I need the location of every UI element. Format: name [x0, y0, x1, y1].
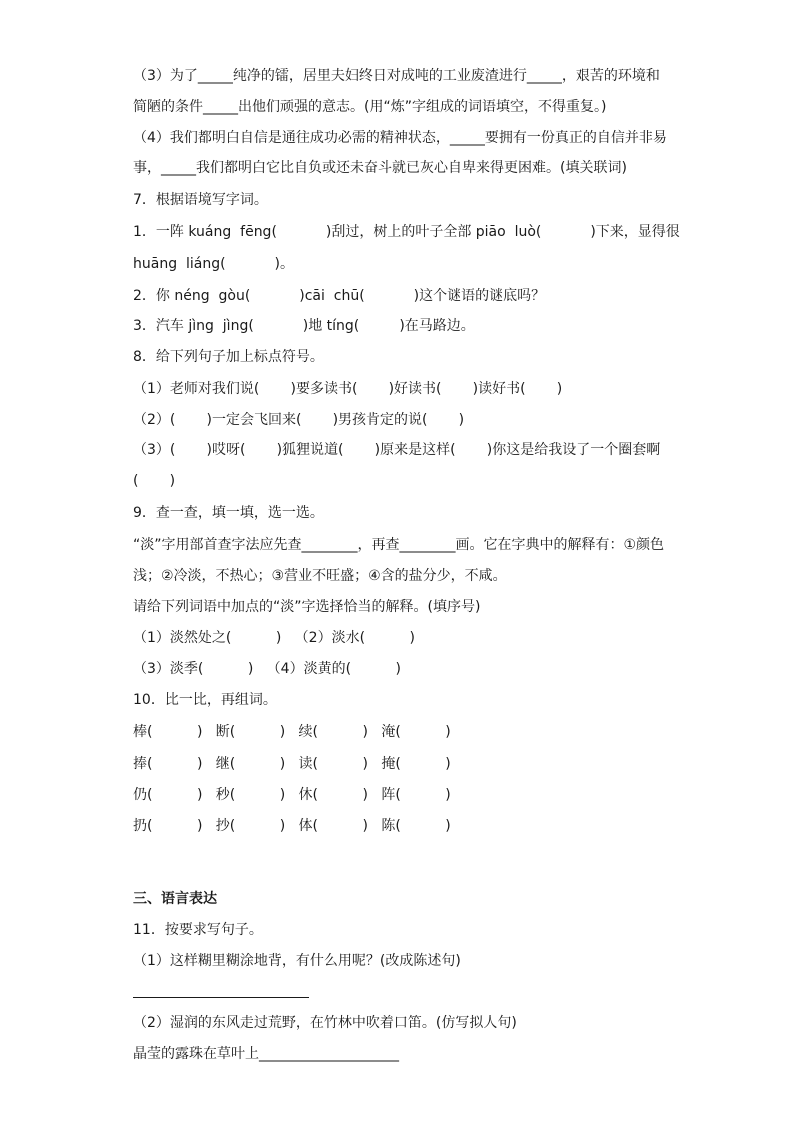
q7-item1-line2: huāng liáng( )。 [133, 256, 294, 272]
q6-item3-line2: 简陋的条件_____出他们顽强的意志。(用“炼”字组成的词语填空，不得重复。) [133, 99, 607, 115]
q8-item1: （1）老师对我们说( )要多读书( )好读书( )读好书( ) [133, 381, 563, 397]
q9-items-row2: （3）淡季( ) （4）淡黄的( ) [133, 661, 402, 677]
q8-title: 8．给下列句子加上标点符号。 [133, 349, 324, 365]
q11-item2: （2）湿润的东风走过荒野，在竹林中吹着口笛。(仿写拟人句) [133, 1015, 517, 1031]
q8-item3-cont: ( ) [133, 473, 176, 489]
q7-item2: 2．你 néng gòu( )cāi chū( )这个谜语的谜底吗？ [133, 288, 546, 304]
q9-line3: 请给下列词语中加点的“淡”字选择恰当的解释。(填序号) [133, 599, 481, 615]
q10-row4: 扔( ) 抄( ) 体( ) 陈( ) [133, 818, 451, 834]
q11-item1-answer-line [133, 997, 309, 998]
section-three-heading: 三、语言表达 [133, 891, 217, 907]
q10-row3: 仍( ) 秒( ) 休( ) 阵( ) [133, 787, 451, 803]
q8-item3: （3）( )哎呀( )狐狸说道( )原来是这样( )你这是给我设了一个圈套啊 [133, 442, 661, 458]
q6-item3-line1: （3）为了_____纯净的镭，居里夫妇终日对成吨的工业废渣进行_____，艰苦的环境和 [133, 68, 660, 84]
q9-line1: “淡”字用部首查字法应先查________，再查________画。它在字典中的解释有：①颜色 [133, 537, 665, 553]
q6-item4-line2: 事，_____我们都明白它比自负或还未奋斗就已灰心自卑来得更困难。(填关联词) [133, 160, 627, 176]
q7-title: 7．根据语境写字词。 [133, 192, 268, 208]
q10-row2: 捧( ) 继( ) 读( ) 掩( ) [133, 756, 451, 772]
q11-title: 11．按要求写句子。 [133, 922, 263, 938]
q9-title: 9．查一查，填一填，选一选。 [133, 505, 324, 521]
q10-row1: 棒( ) 断( ) 续( ) 淹( ) [133, 724, 451, 740]
q6-item4-line1: （4）我们都明白自信是通往成功必需的精神状态，_____要拥有一份真正的自信并非易 [133, 130, 667, 146]
q8-item2: （2）( )一定会飞回来( )男孩肯定的说( ) [133, 412, 465, 428]
q9-line2: 浅；②冷淡，不热心；③营业不旺盛；④含的盐分少，不咸。 [133, 568, 507, 584]
q9-items-row1: （1）淡然处之( ) （2）淡水( ) [133, 630, 416, 646]
q7-item3: 3．汽车 jìng jìng( )地 tíng( )在马路边。 [133, 318, 475, 334]
q11-item2-prompt: 晶莹的露珠在草叶上____________________ [133, 1046, 399, 1062]
q11-item1: （1）这样糊里糊涂地背，有什么用呢？(改成陈述句) [133, 953, 461, 969]
q10-title: 10．比一比，再组词。 [133, 692, 277, 708]
q7-item1-line1: 1．一阵 kuáng fēng( )刮过，树上的叶子全部 piāo luò( )下来，显得很 [133, 224, 680, 240]
